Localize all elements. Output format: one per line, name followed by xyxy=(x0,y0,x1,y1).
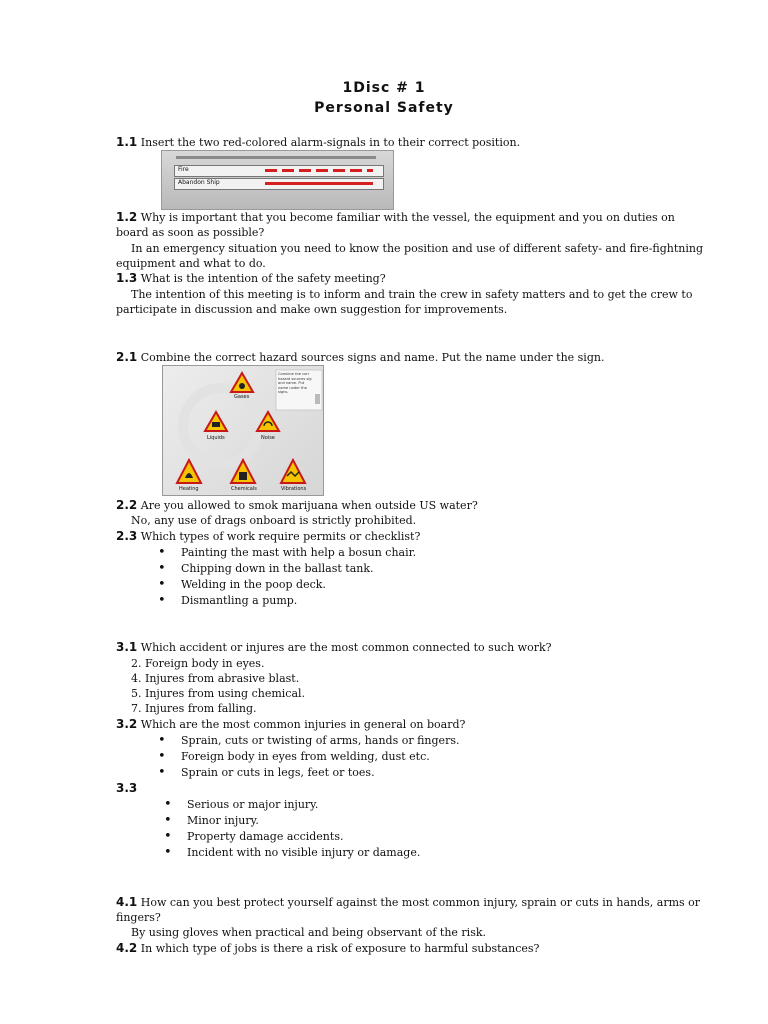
question-number: 1.1 xyxy=(116,135,138,149)
question-text: How can you best protect yourself against the most common injury, sprain or cuts in hands, arms or xyxy=(140,896,701,909)
question-number: 3.2 xyxy=(116,717,138,731)
answer-text: By using gloves when practical and being observant of the risk. xyxy=(131,926,487,939)
question-number: 1.3 xyxy=(116,271,138,285)
list-item: • Foreign body in eyes from welding, dust etc. xyxy=(181,749,430,764)
list-item: • Painting the mast with help a bosun chair. xyxy=(181,545,416,560)
question-text: Which types of work require permits or checklist? xyxy=(140,530,421,543)
answer-text: No, any use of drags onboard is strictly prohibited. xyxy=(131,514,417,527)
list-item: • Serious or major injury. xyxy=(187,797,318,812)
question-3-3 xyxy=(116,781,137,796)
question-number: 4.2 xyxy=(116,941,138,955)
question-text: Combine the correct hazard sources signs and name. Put the name under the sign. xyxy=(140,351,605,364)
sign-label-heating: Heating xyxy=(179,486,199,492)
question-text: Are you allowed to smok marijuana when outside US water? xyxy=(140,499,478,512)
question-1-2 xyxy=(116,210,675,225)
question-number: 3.3 xyxy=(116,781,138,795)
question-number: 2.1 xyxy=(116,350,138,364)
question-4-2 xyxy=(116,941,539,956)
panel-line: hazard sources sig xyxy=(278,376,312,381)
answer-text-cont: participate in discussion and make own suggestion for improvements. xyxy=(116,303,508,316)
question-text: Insert the two red-colored alarm-signals in to their correct position. xyxy=(140,136,521,149)
list-item: • Property damage accidents. xyxy=(187,829,343,844)
hazard-signs-image xyxy=(162,365,324,496)
list-item: • Chipping down in the ballast tank. xyxy=(181,561,374,576)
alarm-signals-image xyxy=(161,150,394,210)
liquids-sign-icon xyxy=(205,412,227,431)
panel-line: and name. Put xyxy=(278,381,305,386)
question-3-2 xyxy=(116,717,465,732)
question-1-3 xyxy=(116,271,386,286)
question-number: 1.2 xyxy=(116,210,138,224)
sign-label-vibrations: Vibrations xyxy=(281,486,307,492)
red-long-signal xyxy=(265,182,373,185)
answer-text: In an emergency situation you need to know the position and use of different safety- and fire-fightning xyxy=(131,242,704,255)
page-subtitle: Personal Safety xyxy=(314,100,454,116)
alarm-row-fire xyxy=(174,165,384,177)
sign-label-noise: Noise xyxy=(261,435,275,441)
list-item: • Incident with no visible injury or damage. xyxy=(187,845,420,860)
list-item: 7. Injures from falling. xyxy=(131,702,257,715)
panel-line: signs. xyxy=(278,390,289,395)
answer-text-cont: equipment and what to do. xyxy=(116,257,266,270)
instruction-panel xyxy=(278,372,312,395)
list-item: 4. Injures from abrasive blast. xyxy=(131,672,300,685)
question-number: 2.3 xyxy=(116,529,138,543)
vibrations-sign-icon xyxy=(281,460,305,483)
question-2-3 xyxy=(116,529,420,544)
question-2-2 xyxy=(116,498,478,513)
alarm-label-fire: Fire xyxy=(178,166,189,173)
heating-sign-icon xyxy=(177,460,201,483)
image-caption-bar xyxy=(176,156,376,159)
question-2-1 xyxy=(116,350,604,365)
question-number: 4.1 xyxy=(116,895,138,909)
sign-label-chemicals: Chemicals xyxy=(231,486,257,492)
answer-text: The intention of this meeting is to inform and train the crew in safety matters and to get the crew to xyxy=(131,288,693,301)
question-text-cont: fingers? xyxy=(116,911,161,924)
gases-sign-icon xyxy=(231,373,253,392)
question-text: In which type of jobs is there a risk of exposure to harmful substances? xyxy=(140,942,540,955)
sign-label-liquids: Liquids xyxy=(207,435,225,441)
list-item: • Sprain, cuts or twisting of arms, hands or fingers. xyxy=(181,733,459,748)
question-text: Which accident or injures are the most common connected to such work? xyxy=(140,641,552,654)
panel-line: name under the xyxy=(278,385,307,390)
question-4-1 xyxy=(116,895,700,910)
red-dashed-signal xyxy=(265,169,373,172)
list-item: 5. Injures from using chemical. xyxy=(131,687,306,700)
question-number: 2.2 xyxy=(116,498,138,512)
question-text-cont: board as soon as possible? xyxy=(116,226,265,239)
question-text: Why is important that you become familiar with the vessel, the equipment and you on duties on xyxy=(140,211,675,224)
page-title: 1Disc # 1 xyxy=(342,80,426,96)
question-number: 3.1 xyxy=(116,640,138,654)
list-item: • Minor injury. xyxy=(187,813,259,828)
list-item: 2. Foreign body in eyes. xyxy=(131,657,265,670)
panel-line: Combine the corr xyxy=(278,372,310,376)
alarm-label-abandon: Abandon Ship xyxy=(178,179,220,186)
question-text: What is the intention of the safety meeting? xyxy=(140,272,386,285)
alarm-row-abandon xyxy=(174,178,384,190)
list-item: • Sprain or cuts in legs, feet or toes. xyxy=(181,765,375,780)
question-3-1 xyxy=(116,640,552,655)
question-text: Which are the most common injuries in general on board? xyxy=(140,718,466,731)
question-1-1 xyxy=(116,135,520,150)
list-item: • Dismantling a pump. xyxy=(181,593,297,608)
sign-label-gases: Gases xyxy=(234,394,250,400)
list-item: • Welding in the poop deck. xyxy=(181,577,326,592)
